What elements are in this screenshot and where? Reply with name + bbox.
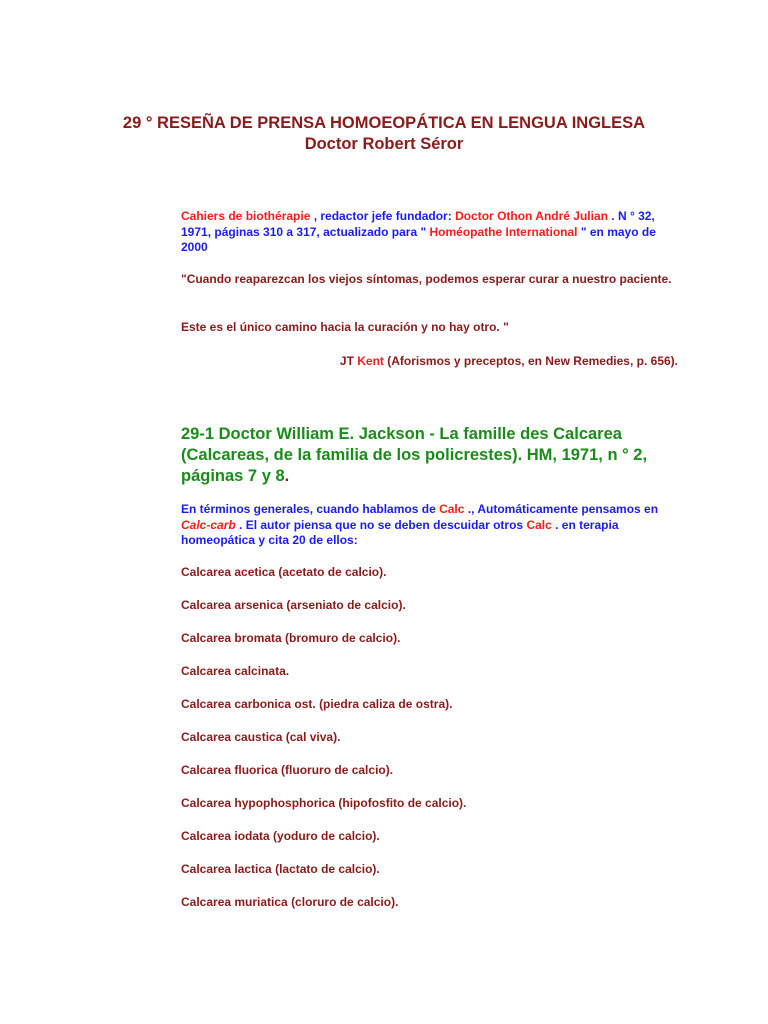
section-intro-part-2: ., Automáticamente pensamos en xyxy=(464,502,659,516)
remedy-list-item: Calcarea hypophosphorica (hipofosfito de calcio). xyxy=(181,796,467,810)
publication-name: Homéopathe International xyxy=(429,224,581,239)
remedy-list-item: Calcarea arsenica (arseniato de calcio). xyxy=(181,598,406,612)
section-heading-period: . xyxy=(284,467,290,485)
section-intro-part-3: . El autor piensa que no se deben descuidar otros xyxy=(235,517,527,532)
intro-text-3: " en mayo de 2000 xyxy=(181,224,656,254)
attribution-prefix: JT xyxy=(339,354,358,368)
quote-line-2: Este es el único camino hacia la curación y no hay otro. " xyxy=(181,320,509,334)
document-title: 29 ° RESEÑA DE PRENSA HOMOEOPÁTICA EN LENGUA INGLESA xyxy=(122,114,646,132)
remedy-list-item: Calcarea fluorica (fluoruro de calcio). xyxy=(181,763,394,777)
calc-term-2: Calc xyxy=(526,517,552,532)
section-intro-part-1: En términos generales, cuando hablamos de xyxy=(181,502,440,516)
remedy-list-item: Calcarea calcinata. xyxy=(181,664,290,678)
section-intro-part-4: . en terapia homeopática y cita 20 de ellos: xyxy=(181,517,619,547)
section-intro-paragraph xyxy=(181,502,681,549)
quote-line-1: "Cuando reaparezcan los viejos síntomas, podemos esperar curar a nuestro paciente. xyxy=(181,272,672,286)
intro-text-2: . N ° 32, 1971, páginas 310 a 317, actualizado para " xyxy=(181,209,655,239)
calc-carb-term: Calc-carb xyxy=(181,517,236,532)
quote-attribution xyxy=(181,354,678,370)
remedy-list-item: Calcarea caustica (cal viva). xyxy=(181,730,341,744)
section-heading xyxy=(181,424,681,487)
source-journal: Cahiers de biothérapie xyxy=(181,209,311,223)
founder-name: Doctor Othon André Julian xyxy=(455,209,608,223)
remedy-list-item: Calcarea carbonica ost. (piedra caliza de ostra). xyxy=(181,697,453,711)
intro-paragraph xyxy=(181,209,681,256)
remedy-list-item: Calcarea iodata (yoduro de calcio). xyxy=(181,829,380,843)
section-heading-text: 29-1 Doctor William E. Jackson - La famille des Calcarea (Calcareas, de la familia de los policrestes). HM, 1971, n ° 2, páginas 7 y 8 xyxy=(181,425,648,485)
document-author: Doctor Robert Séror xyxy=(304,135,464,153)
remedy-list-item: Calcarea lactica (lactato de calcio). xyxy=(181,862,380,876)
remedy-list-item: Calcarea acetica (acetato de calcio). xyxy=(181,565,387,579)
attribution-author: Kent xyxy=(357,354,384,368)
intro-text-1: , redactor jefe fundador: xyxy=(310,209,456,223)
remedy-list-item: Calcarea bromata (bromuro de calcio). xyxy=(181,631,401,645)
remedy-list-item: Calcarea muriatica (cloruro de calcio). xyxy=(181,895,399,909)
attribution-suffix: (Aforismos y preceptos, en New Remedies, p. 656). xyxy=(383,354,678,368)
calc-term-1: Calc xyxy=(439,502,465,516)
